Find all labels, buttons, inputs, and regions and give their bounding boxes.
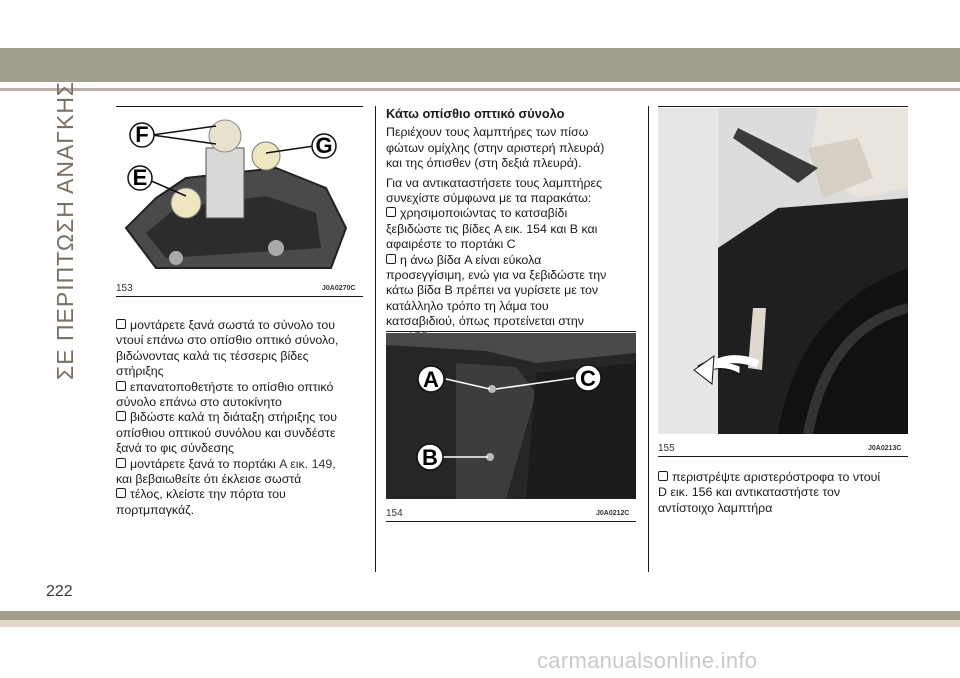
- page-number: 222: [46, 583, 73, 600]
- column-1-text: μοντάρετε ξανά σωστά το σύνολο του ντουί επάνω στο οπίσθιο οπτικό σύνολο, βιδώνοντας καλά τις τέσσερις βίδες στήριξης επανατοποθετήστε το οπίσθιο οπτικό σύνολο επάνω στο αυτοκίνητο βιδώστε καλά τη διάταξη στήριξης του οπίσθιου οπτικού συνόλου και συνδέστε ξανά το φις σύνδεσης μοντάρετε ξανά το πορτάκι A εικ. 149, και βεβαιωθείτε ότι έκλεισε σωστά τέλος, κλείστε την πόρτα του πορτμπαγκάζ.: [116, 318, 339, 517]
- column-2-text: Κάτω οπίσθιο οπτικό σύνολο Περιέχουν τους λαμπτήρες των πίσω φώτων ομίχλης (στην αριστερή πλευρά) και της όπισθεν (στη δεξιά πλευρά). Για να αντικαταστήσετε τους λαμπτήρες συνεχίστε σύμφωνα με τα παρακάτω: χρησιμοποιώντας το κατσαβίδι ξεβιδώστε τις βίδες A εικ. 154 και B και αφαιρέστε το πορτάκι C η άνω βίδα A είναι εύκολα προσεγγίσιμη, ενώ για να ξεβιδώστε την κάτω βίδα B πρέπει να γυρίσετε με τον κατάλληλο τρόπο τη λάμα του κατσαβιδιού, όπως προτείνεται στην: [386, 106, 644, 345]
- watermark: carmanualsonline.info: [537, 648, 758, 673]
- figure-155-number: 155: [658, 443, 675, 454]
- figure-153-top-rule: [116, 106, 363, 107]
- column-divider-1: [375, 106, 376, 572]
- header-rule: [0, 88, 960, 91]
- figure-154-number: 154: [386, 508, 403, 519]
- callout-b-label: B: [422, 445, 438, 470]
- header-band: [0, 48, 960, 82]
- figure-155-image: [658, 108, 908, 434]
- footer-band-light: [0, 620, 960, 627]
- figure-153-bottom-rule: [116, 296, 363, 297]
- figure-155-bottom-rule: [658, 456, 908, 457]
- callout-e-label: E: [132, 165, 148, 190]
- figure-155-code: J0A0213C: [868, 445, 902, 452]
- callout-a-label: A: [423, 367, 439, 392]
- bullet-box-icon: [386, 207, 396, 217]
- figure-155-top-rule: [658, 106, 908, 107]
- column-3-text: περιστρέψτε αριστερόστροφα το ντουί D εικ. 156 και αντικαταστήστε τον αντίστοιχο λαμπτήρα: [658, 470, 881, 515]
- section-heading: Κάτω οπίσθιο οπτικό σύνολο: [386, 106, 565, 121]
- callout-g-label: G: [315, 133, 333, 158]
- bullet-box-icon: [386, 254, 396, 264]
- bullet-box-icon: [116, 381, 126, 391]
- figure-154-image: [386, 333, 636, 499]
- section-title: ΣΕ ΠΕΡΙΠΤΩΣΗ ΑΝΑΓΚΗΣ: [52, 80, 78, 380]
- bullet-box-icon: [116, 411, 126, 421]
- page-top-margin: [0, 0, 960, 48]
- figure-154-bottom-rule: [386, 521, 636, 522]
- footer-band: [0, 611, 960, 620]
- figure-154-top-rule: [386, 331, 636, 332]
- figure-154-code: J0A0212C: [596, 510, 630, 517]
- figure-153-number: 153: [116, 283, 133, 294]
- figure-153-code: J0A0270C: [322, 285, 356, 292]
- callout-f-label: F: [135, 122, 149, 147]
- callout-c-label: C: [580, 366, 596, 391]
- figure-153-image: [116, 108, 363, 276]
- bullet-box-icon: [116, 488, 126, 498]
- bullet-box-icon: [658, 471, 668, 481]
- bullet-box-icon: [116, 319, 126, 329]
- bullet-box-icon: [116, 458, 126, 468]
- column-divider-2: [648, 106, 649, 572]
